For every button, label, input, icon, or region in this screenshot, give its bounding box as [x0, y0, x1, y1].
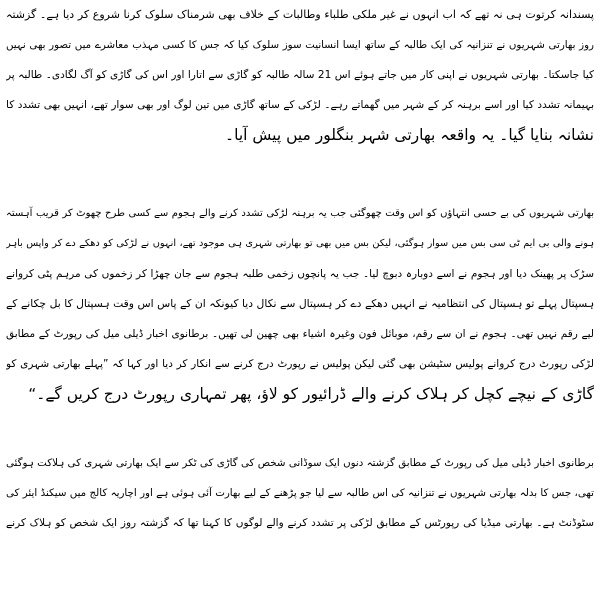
text-line: بہیمانہ تشدد کیا اور اسے برہنہ کر کے شہر میں گھماتے رہے۔ لڑکی کے ساتھ گاڑی میں تین لوگ اور بھی سوار تھے، انہیں بھی تشدد کا [6, 99, 594, 111]
text-line: لیے رقم نہیں تھی۔ ہجوم نے ان سے رقم، موبائل فون وغیرہ اشیاء بھی چھین لی تھیں۔ برطانوی اخبار ڈیلی میل کی رپورٹ کے مطابق [6, 328, 594, 340]
article-paragraph [6, 0, 594, 150]
text-line: ہسپتال پہلے تو ہسپتال کی انتظامیہ نے انہیں دھکے دے کر ہسپتال سے نکال دیا کیونکہ ان کے پاس اس وقت ہسپتال کا بل چکانے کے [6, 297, 594, 310]
text-line: تھی، جس کا بدلہ بھارتی شہریوں نے تنزانیہ کی اس طالبہ سے لیا جو پڑھنے کے لیے بھارت آئی ہوئی ہے اور اچاریہ کالج میں سیکنڈ ایئر کی [6, 487, 594, 499]
text-line: سٹوڈنٹ ہے۔ بھارتی میڈیا کی رپورٹس کے مطابق لڑکی پر تشدد کرنے والے لوگوں کا کہنا تھا کہ گزشتہ روز ایک شخص کو ہلاک کرنے [6, 517, 594, 529]
text-line: روز بھارتی شہریوں نے تنزانیہ کی ایک طالبہ کے ساتھ ایسا انسانیت سوز سلوک کیا کہ جس کا کسی مہذب معاشرے میں تصور بھی نہیں [6, 39, 594, 51]
text-line: برطانوی اخبار ڈیلی میل کی رپورٹ کے مطابق گزشتہ دنوں ایک سوڈانی شخص کی گاڑی کی ٹکر سے ایک بھارتی شہری کی ہلاکت ہوگئی [6, 457, 594, 469]
text-line: ہونے والی بی ایم ٹی سی بس میں سوار ہوگئی، لیکن بس میں بھی تو بھارتی شہری ہی موجود تھے، انہوں نے لڑکی کو دھکے دے کر واپس باہر [6, 238, 594, 249]
text-line: لڑکی رپورٹ درج کروانے پولیس سٹیشن بھی گئی لیکن پولیس نے رپورٹ درج کرنے سے انکار کر دیا اور کہا کہ ”پہلے بھارتی شہری کو [6, 358, 594, 370]
text-line: گاڑی کے نیچے کچل کر ہلاک کرنے والے ڈرائیور کو لاؤ، پھر تمہاری رپورٹ درج کریں گے۔“ [28, 385, 594, 403]
text-line: نشانہ بنایا گیا۔ یہ واقعہ بھارتی شہر بنگلور میں پیش آیا۔ [225, 126, 594, 144]
text-line: سڑک پر پھینک دیا اور ہجوم نے اسے دوبارہ دبوچ لیا۔ جب یہ پانچوں زخمی طلبہ ہجوم سے جان چھڑا کر زخموں کی مرہم پٹی کروانے [6, 268, 594, 280]
article-paragraph [6, 448, 594, 538]
text-line: بھارتی شہریوں کی بے حسی انتہاؤں کو اس وقت چھوگئی جب یہ برہنہ لڑکی تشدد کرنے والے ہجوم سے کسی طرح چھوٹ کر قریب آہستہ [6, 208, 594, 219]
text-line: پسندانہ کرتوت ہی نہ تھے کہ اب انہوں نے غیر ملکی طلباء وطالبات کے خلاف بھی شرمناک سلوک کرنا شروع کر دیا ہے۔ گزشتہ [6, 8, 594, 21]
text-line: کیا جاسکتا۔ بھارتی شہریوں نے اپنی کار میں جاتے ہوئے اس 21 سالہ طالبہ کو گاڑی سے اتارا اور اس کی گاڑی کو آگ لگادی۔ طالبہ پر [6, 69, 594, 81]
article-paragraph [6, 199, 594, 409]
